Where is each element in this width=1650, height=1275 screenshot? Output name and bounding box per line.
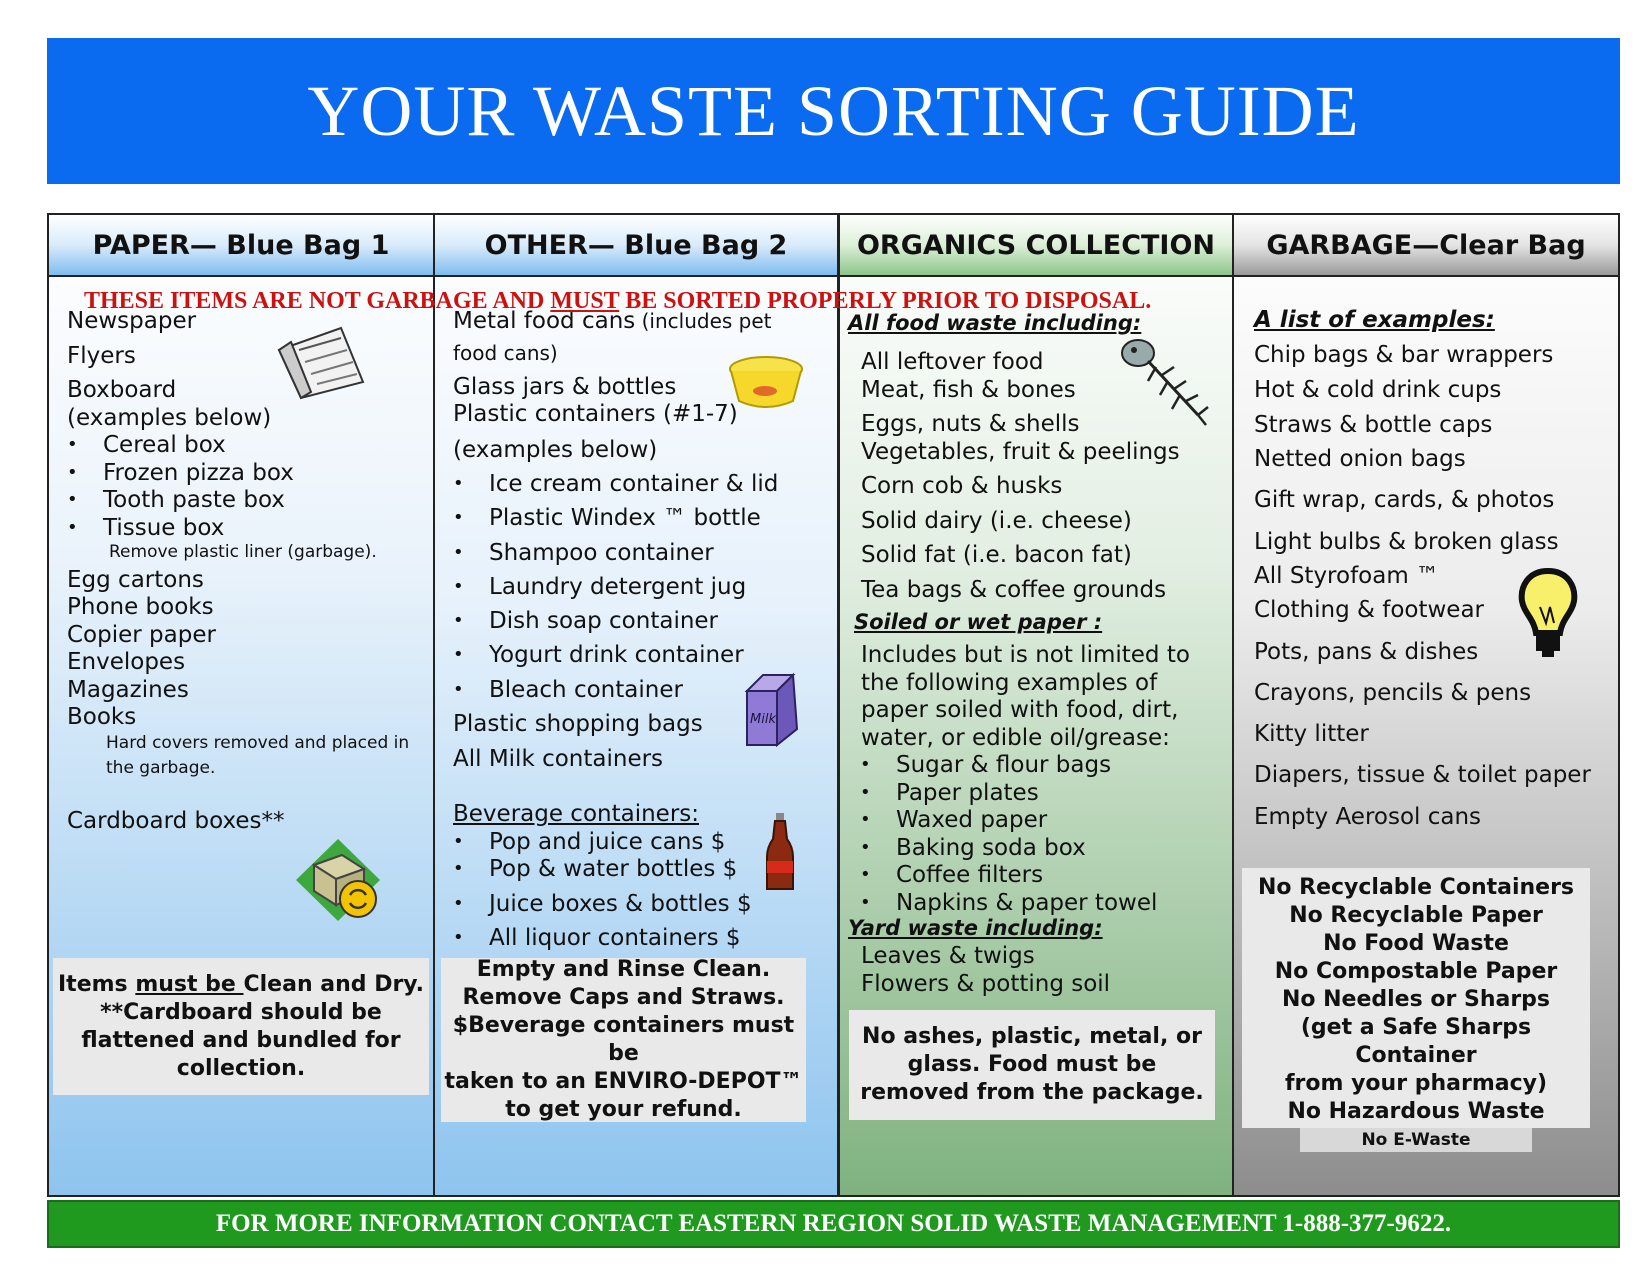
bullet-item: • All liquor containers $ — [489, 925, 741, 951]
note-line: from your pharmacy) — [1284, 1071, 1548, 1096]
beverage-heading: Beverage containers: — [453, 801, 700, 827]
warning-banner: THESE ITEMS ARE NOT GARBAGE AND MUST BE SORTED PROPERLY PRIOR TO DISPOSAL. — [84, 288, 1152, 314]
yard-heading: Yard waste including: — [848, 916, 1103, 940]
bullet-item: • Pop & water bottles $ — [489, 856, 737, 882]
note-line: $Beverage containers must be — [452, 1013, 795, 1066]
examples-heading: A list of examples: — [1254, 307, 1495, 333]
note-line: glass. Food must be — [907, 1052, 1157, 1077]
title-banner — [47, 38, 1620, 184]
list-item: Egg cartons — [67, 567, 204, 593]
bullet-item: • Laundry detergent jug — [489, 574, 746, 600]
list-item: Netted onion bags — [1254, 446, 1466, 472]
milk-label: Milk — [750, 712, 776, 727]
paper-note — [53, 958, 429, 1095]
liner-note: Remove plastic liner (garbage). — [109, 542, 377, 562]
note-line: No Recyclable Paper — [1289, 903, 1543, 928]
note-line: collection. — [176, 1055, 306, 1081]
list-item: All Milk containers — [453, 746, 664, 772]
list-item: Leaves & twigs — [861, 943, 1035, 969]
list-item: Magazines — [67, 677, 189, 703]
newspaper-icon — [271, 320, 366, 400]
list-item: All leftover food — [861, 349, 1044, 375]
list-item: Solid fat (i.e. bacon fat) — [861, 542, 1132, 568]
note-line: Empty and Rinse Clean. — [476, 957, 771, 982]
bullet-item: • Sugar & flour bags — [896, 752, 1111, 778]
bullet-item: • Pop and juice cans $ — [489, 829, 725, 855]
list-item: Pots, pans & dishes — [1254, 639, 1479, 665]
list-item: Boxboard — [67, 377, 177, 403]
paper-heading: Soiled or wet paper : — [854, 610, 1103, 634]
list-item: Vegetables, fruit & peelings — [861, 439, 1180, 465]
bullet-item: • Dish soap container — [489, 608, 718, 634]
note-line: No Compostable Paper — [1274, 959, 1558, 984]
bullet-item: • Frozen pizza box — [103, 460, 294, 486]
note-line: Remove Caps and Straws. — [462, 985, 785, 1010]
text-line: Includes but is not limited to — [861, 642, 1190, 668]
list-item: Plastic containers (#1-7) — [453, 401, 738, 427]
bullet-item: • Yogurt drink container — [489, 642, 744, 668]
bullet-item: • Plastic Windex ™ bottle — [489, 505, 761, 531]
list-item: Glass jars & bottles — [453, 374, 677, 400]
list-item: Corn cob & husks — [861, 473, 1063, 499]
list-item: Envelopes — [67, 649, 186, 675]
list-item: Books — [67, 704, 137, 730]
list-item: Eggs, nuts & shells — [861, 411, 1080, 437]
paper-column — [49, 215, 435, 1195]
note-line: to get your refund. — [505, 1097, 742, 1122]
list-item: Solid dairy (i.e. cheese) — [861, 508, 1132, 534]
list-item: Diapers, tissue & toilet paper — [1254, 762, 1591, 788]
list-item: Metal food cans (includes pet — [453, 308, 772, 334]
list-item: Copier paper — [67, 622, 216, 648]
list-item: Crayons, pencils & pens — [1254, 680, 1532, 706]
list-item: food cans) — [453, 341, 558, 365]
bullet-item: • Bleach container — [489, 677, 683, 703]
fish-bone-icon — [1118, 333, 1210, 429]
list-item: Newspaper — [67, 308, 197, 334]
other-note — [441, 958, 806, 1122]
list-item: All Styrofoam ™ — [1254, 563, 1440, 589]
sorting-grid — [47, 213, 1620, 1197]
paper-header: PAPER— Blue Bag 1 — [49, 215, 433, 277]
note-line: No Needles or Sharps — [1281, 987, 1551, 1012]
note-line: No ashes, plastic, metal, or — [862, 1024, 1202, 1049]
note-line: **Cardboard should be — [100, 999, 382, 1025]
list-item: Gift wrap, cards, & photos — [1254, 487, 1555, 513]
organics-header: ORGANICS COLLECTION — [840, 215, 1232, 277]
cardboard-recycle-icon — [292, 835, 384, 925]
other-column — [435, 215, 840, 1195]
list-item: Meat, fish & bones — [861, 377, 1076, 403]
milk-carton-icon — [737, 671, 803, 749]
note-line: flattened and bundled for — [81, 1027, 401, 1053]
ewaste-note: No E-Waste — [1300, 1128, 1532, 1152]
bullet-item: • Cereal box — [103, 432, 226, 458]
pop-bottle-icon — [763, 811, 797, 893]
list-item: Chip bags & bar wrappers — [1254, 342, 1554, 368]
note-line: removed from the package. — [860, 1080, 1204, 1105]
footer-contact: FOR MORE INFORMATION CONTACT EASTERN REGION SOLID WASTE MANAGEMENT 1-888-377-9622. — [47, 1200, 1620, 1248]
bullet-item: • Coffee filters — [896, 862, 1043, 888]
bullet-item: • Baking soda box — [896, 835, 1086, 861]
note-line: Items must be Clean and Dry. — [58, 971, 424, 997]
bullet-item: • Shampoo container — [489, 540, 714, 566]
list-item: Flyers — [67, 343, 136, 369]
list-item: Empty Aerosol cans — [1254, 804, 1482, 830]
page-title: YOUR WASTE SORTING GUIDE — [307, 70, 1360, 151]
bullet-item: • Napkins & paper towel — [896, 890, 1157, 916]
list-item: Light bulbs & broken glass — [1254, 529, 1559, 555]
list-item: Flowers & potting soil — [861, 971, 1111, 997]
list-item: Plastic shopping bags — [453, 711, 703, 737]
bullet-item: • Juice boxes & bottles $ — [489, 891, 752, 917]
note-line: No Recyclable Containers — [1257, 875, 1575, 900]
organics-column — [840, 215, 1234, 1195]
text-line: paper soiled with food, dirt, — [861, 697, 1179, 723]
other-header: OTHER— Blue Bag 2 — [435, 215, 837, 277]
list-item: Straws & bottle caps — [1254, 412, 1493, 438]
garbage-note — [1242, 868, 1590, 1150]
ice-cream-tub-icon — [725, 351, 807, 415]
list-item: (examples below) — [67, 405, 272, 431]
list-item: (examples below) — [453, 437, 658, 463]
garbage-header: GARBAGE—Clear Bag — [1234, 215, 1618, 277]
note-line: No Hazardous Waste — [1287, 1099, 1545, 1124]
garbage-column — [1234, 215, 1618, 1195]
organics-note — [849, 1010, 1215, 1120]
list-item: Tea bags & coffee grounds — [861, 577, 1167, 603]
bullet-item: • Ice cream container & lid — [489, 471, 778, 497]
list-item: Hot & cold drink cups — [1254, 377, 1502, 403]
light-bulb-icon — [1516, 567, 1580, 661]
bullet-item: • Paper plates — [896, 780, 1039, 806]
note-line: No Food Waste — [1323, 931, 1509, 956]
bullet-item: • Waxed paper — [896, 807, 1047, 833]
bullet-item: • Tissue box — [103, 515, 224, 541]
list-item: Kitty litter — [1254, 721, 1369, 747]
note-line: (get a Safe Sharps Container — [1300, 1015, 1532, 1068]
list-item: Cardboard boxes** — [67, 808, 285, 834]
text-line: the following examples of — [861, 670, 1158, 696]
note-line: taken to an ENVIRO-DEPOT™ — [444, 1069, 803, 1094]
list-item: Phone books — [67, 594, 214, 620]
covers-note: Hard covers removed and placed in the garbage. — [106, 733, 410, 778]
food-heading: All food waste including: — [848, 311, 1142, 335]
list-item: Clothing & footwear — [1254, 597, 1485, 623]
text-line: water, or edible oil/grease: — [861, 725, 1170, 751]
bullet-item: • Tooth paste box — [103, 487, 285, 513]
